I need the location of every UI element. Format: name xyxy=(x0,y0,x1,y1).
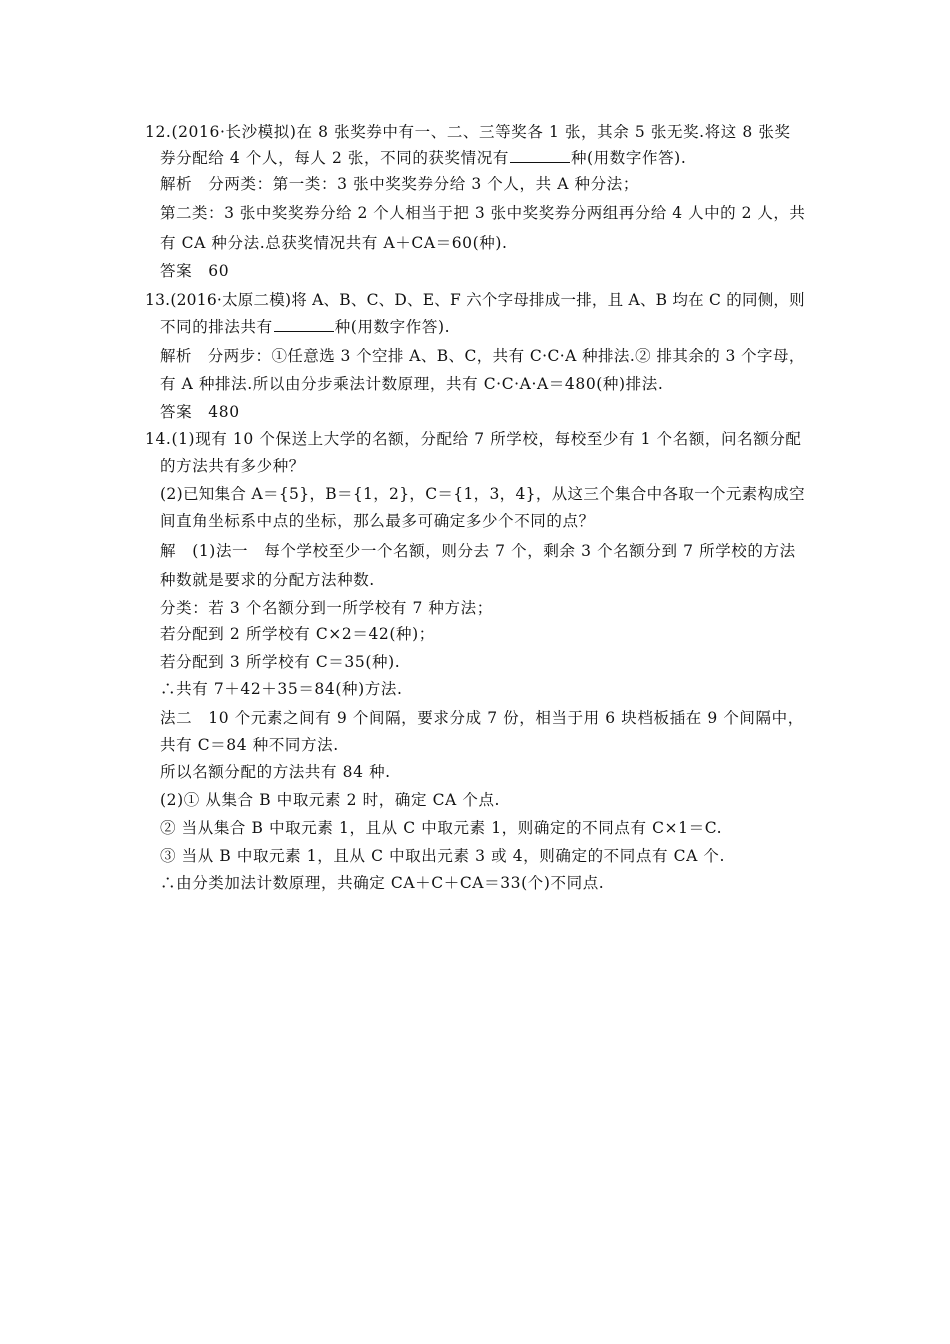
q13-stem-suffix: 种(用数字作答). xyxy=(334,318,451,336)
q14-line-2: 的方法共有多少种？ xyxy=(160,457,305,475)
q12-analysis-line-3: 有 CA 种分法.总获奖情况共有 A＋CA＝60(种). xyxy=(160,234,508,252)
q14-line-16: ③ 当从 B 中取元素 1，且从 C 中取出元素 3 或 4，则确定的不同点有 CA 个. xyxy=(160,847,726,865)
q13-answer: 答案 480 xyxy=(160,403,240,421)
q14-line-11: 法二 10 个元素之间有 9 个间隔，要求分成 7 份，相当于用 6 块档板插在 9 个间隔中， xyxy=(160,709,804,727)
q14-line-1: 14.(1)现有 10 个保送上大学的名额，分配给 7 所学校，每校至少有 1 个名额，问名额分配 xyxy=(145,430,802,448)
q13-stem-line-1: 13.(2016·太原二模)将 A、B、C、D、E、F 六个字母排成一排，且 A、B 均在 C 的同侧，则 xyxy=(145,291,805,309)
q12-analysis-line-1: 解析 分两类：第一类：3 张中奖奖券分给 3 个人，共 A 种分法； xyxy=(160,175,639,193)
q14-line-14: (2)① 从集合 B 中取元素 2 时，确定 CA 个点. xyxy=(160,791,501,809)
q13-analysis-line-1: 解析 分两步：①任意选 3 个空排 A、B、C，共有 C·C·A 种排法.② 排其余的 3 个字母， xyxy=(160,347,805,365)
q12-stem-suffix: 种(用数字作答). xyxy=(570,149,687,167)
q14-line-12: 共有 C＝84 种不同方法. xyxy=(160,736,339,754)
q12-answer: 答案 60 xyxy=(160,262,230,280)
answer-blank xyxy=(510,148,570,163)
q12-analysis-line-2: 第二类：3 张中奖奖券分给 2 个人相当于把 3 张中奖奖券分两组再分给 4 人中的 2 人，共 xyxy=(160,204,806,222)
q13-stem-line-2 xyxy=(160,317,450,337)
q14-line-5: 解 (1)法一 每个学校至少一个名额，则分去 7 个，剩余 3 个名额分到 7 所学校的方法 xyxy=(160,542,796,560)
q14-line-8: 若分配到 2 所学校有 C×2＝42(种)； xyxy=(160,625,435,643)
q14-line-9: 若分配到 3 所学校有 C＝35(种). xyxy=(160,653,401,671)
q12-stem-text: 券分配给 4 个人，每人 2 张，不同的获奖情况有 xyxy=(160,149,509,167)
q14-line-17: ∴由分类加法计数原理，共确定 CA＋C＋CA＝33(个)不同点. xyxy=(160,874,605,892)
q14-line-10: ∴共有 7＋42＋35＝84(种)方法. xyxy=(160,680,403,698)
q14-line-7: 分类：若 3 个名额分到一所学校有 7 种方法； xyxy=(160,599,493,617)
q14-line-13: 所以名额分配的方法共有 84 种. xyxy=(160,763,391,781)
q13-stem-text: 不同的排法共有 xyxy=(160,318,273,336)
q14-line-3: (2)已知集合 A＝{5}，B＝{1，2}，C＝{1，3，4}，从这三个集合中各取一个元素构成空 xyxy=(160,485,805,503)
answer-blank xyxy=(274,317,334,332)
q14-line-4: 间直角坐标系中点的坐标，那么最多可确定多少个不同的点？ xyxy=(160,512,595,530)
q13-analysis-line-2: 有 A 种排法.所以由分步乘法计数原理，共有 C·C·A·A＝480(种)排法. xyxy=(160,375,664,393)
q12-stem-line-1: 12.(2016·长沙模拟)在 8 张奖券中有一、二、三等奖各 1 张，其余 5 张无奖.将这 8 张奖 xyxy=(145,123,791,141)
q14-line-15: ② 当从集合 B 中取元素 1，且从 C 中取元素 1，则确定的不同点有 C×1＝C. xyxy=(160,819,723,837)
q12-stem-line-2 xyxy=(160,148,686,168)
q14-line-6: 种数就是要求的分配方法种数. xyxy=(160,571,375,589)
